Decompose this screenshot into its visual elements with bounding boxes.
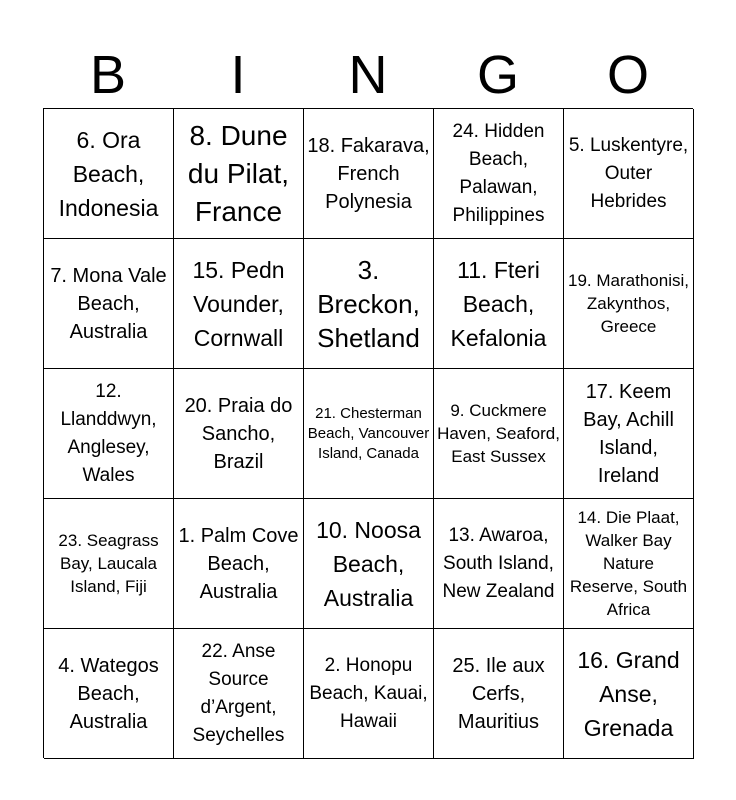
bingo-cell[interactable] [174, 369, 304, 499]
bingo-cell[interactable] [44, 629, 174, 759]
cell-label: 14. Die Plaat, Walker Bay Nature Reserve, South Africa [569, 508, 688, 619]
bingo-cell[interactable] [434, 239, 564, 369]
bingo-cell[interactable] [564, 109, 694, 239]
bingo-cell[interactable] [174, 109, 304, 239]
cell-label: 10. Noosa Beach, Australia [316, 516, 421, 611]
bingo-cell[interactable] [44, 109, 174, 239]
bingo-cell[interactable] [564, 629, 694, 759]
bingo-cell[interactable] [304, 239, 434, 369]
bingo-cell[interactable] [304, 629, 434, 759]
header-letter-o: O [606, 45, 649, 105]
cell-label: 13. Awaroa, South Island, New Zealand [442, 524, 555, 602]
cell-label: 3. Breckon, Shetland [317, 254, 420, 353]
bingo-cell[interactable] [564, 239, 694, 369]
header-letter-n: N [348, 45, 388, 105]
cell-label: 2. Honopu Beach, Kauai, Hawaii [309, 654, 428, 732]
cell-label: 7. Mona Vale Beach, Australia [50, 264, 167, 343]
cell-label: 8. Dune du Pilat, France [187, 119, 290, 227]
header-letter-i: I [230, 45, 246, 105]
bingo-cell[interactable] [434, 109, 564, 239]
bingo-cell[interactable] [434, 369, 564, 499]
bingo-cell[interactable] [174, 629, 304, 759]
cell-label: 21. Chesterman Beach, Vancouver Island, Canada [307, 404, 430, 462]
bingo-cell[interactable] [44, 239, 174, 369]
bingo-cell[interactable] [174, 499, 304, 629]
header-letter-b: B [89, 45, 127, 105]
cell-label: 12. Llanddwyn, Anglesey, Wales [60, 380, 157, 486]
bingo-cell[interactable] [434, 629, 564, 759]
cell-label: 1. Palm Cove Beach, Australia [178, 524, 299, 603]
cell-label: 5. Luskentyre, Outer Hebrides [568, 134, 689, 212]
bingo-cell[interactable] [44, 499, 174, 629]
bingo-cell[interactable] [304, 499, 434, 629]
bingo-cell[interactable] [304, 109, 434, 239]
cell-label: 22. Anse Source d’Argent, Seychelles [192, 640, 285, 746]
bingo-cell[interactable] [564, 369, 694, 499]
bingo-cell[interactable] [434, 499, 564, 629]
cell-label: 6. Ora Beach, Indonesia [58, 126, 159, 221]
cell-label: 9. Cuckmere Haven, Seaford, East Sussex [437, 401, 560, 466]
cell-label: 20. Praia do Sancho, Brazil [184, 394, 293, 473]
bingo-card-grid [43, 108, 693, 758]
header-letter-g: G [476, 45, 519, 105]
bingo-header [43, 42, 693, 108]
cell-label: 19. Marathonisi, Zakynthos, Greece [568, 271, 689, 336]
cell-label: 24. Hidden Beach, Palawan, Philippines [452, 120, 545, 226]
bingo-cell[interactable] [564, 499, 694, 629]
cell-label: 17. Keem Bay, Achill Island, Ireland [583, 380, 674, 487]
cell-label: 25. Ile aux Cerfs, Mauritius [452, 654, 545, 733]
cell-label: 4. Wategos Beach, Australia [58, 654, 159, 733]
cell-label: 18. Fakarava, French Polynesia [307, 134, 430, 213]
cell-label: 11. Fteri Beach, Kefalonia [450, 256, 547, 351]
cell-label: 16. Grand Anse, Grenada [577, 646, 680, 741]
bingo-cell[interactable] [304, 369, 434, 499]
bingo-cell[interactable] [174, 239, 304, 369]
bingo-cell[interactable] [44, 369, 174, 499]
cell-label: 23. Seagrass Bay, Laucala Island, Fiji [58, 531, 159, 596]
cell-label: 15. Pedn Vounder, Cornwall [192, 256, 285, 351]
